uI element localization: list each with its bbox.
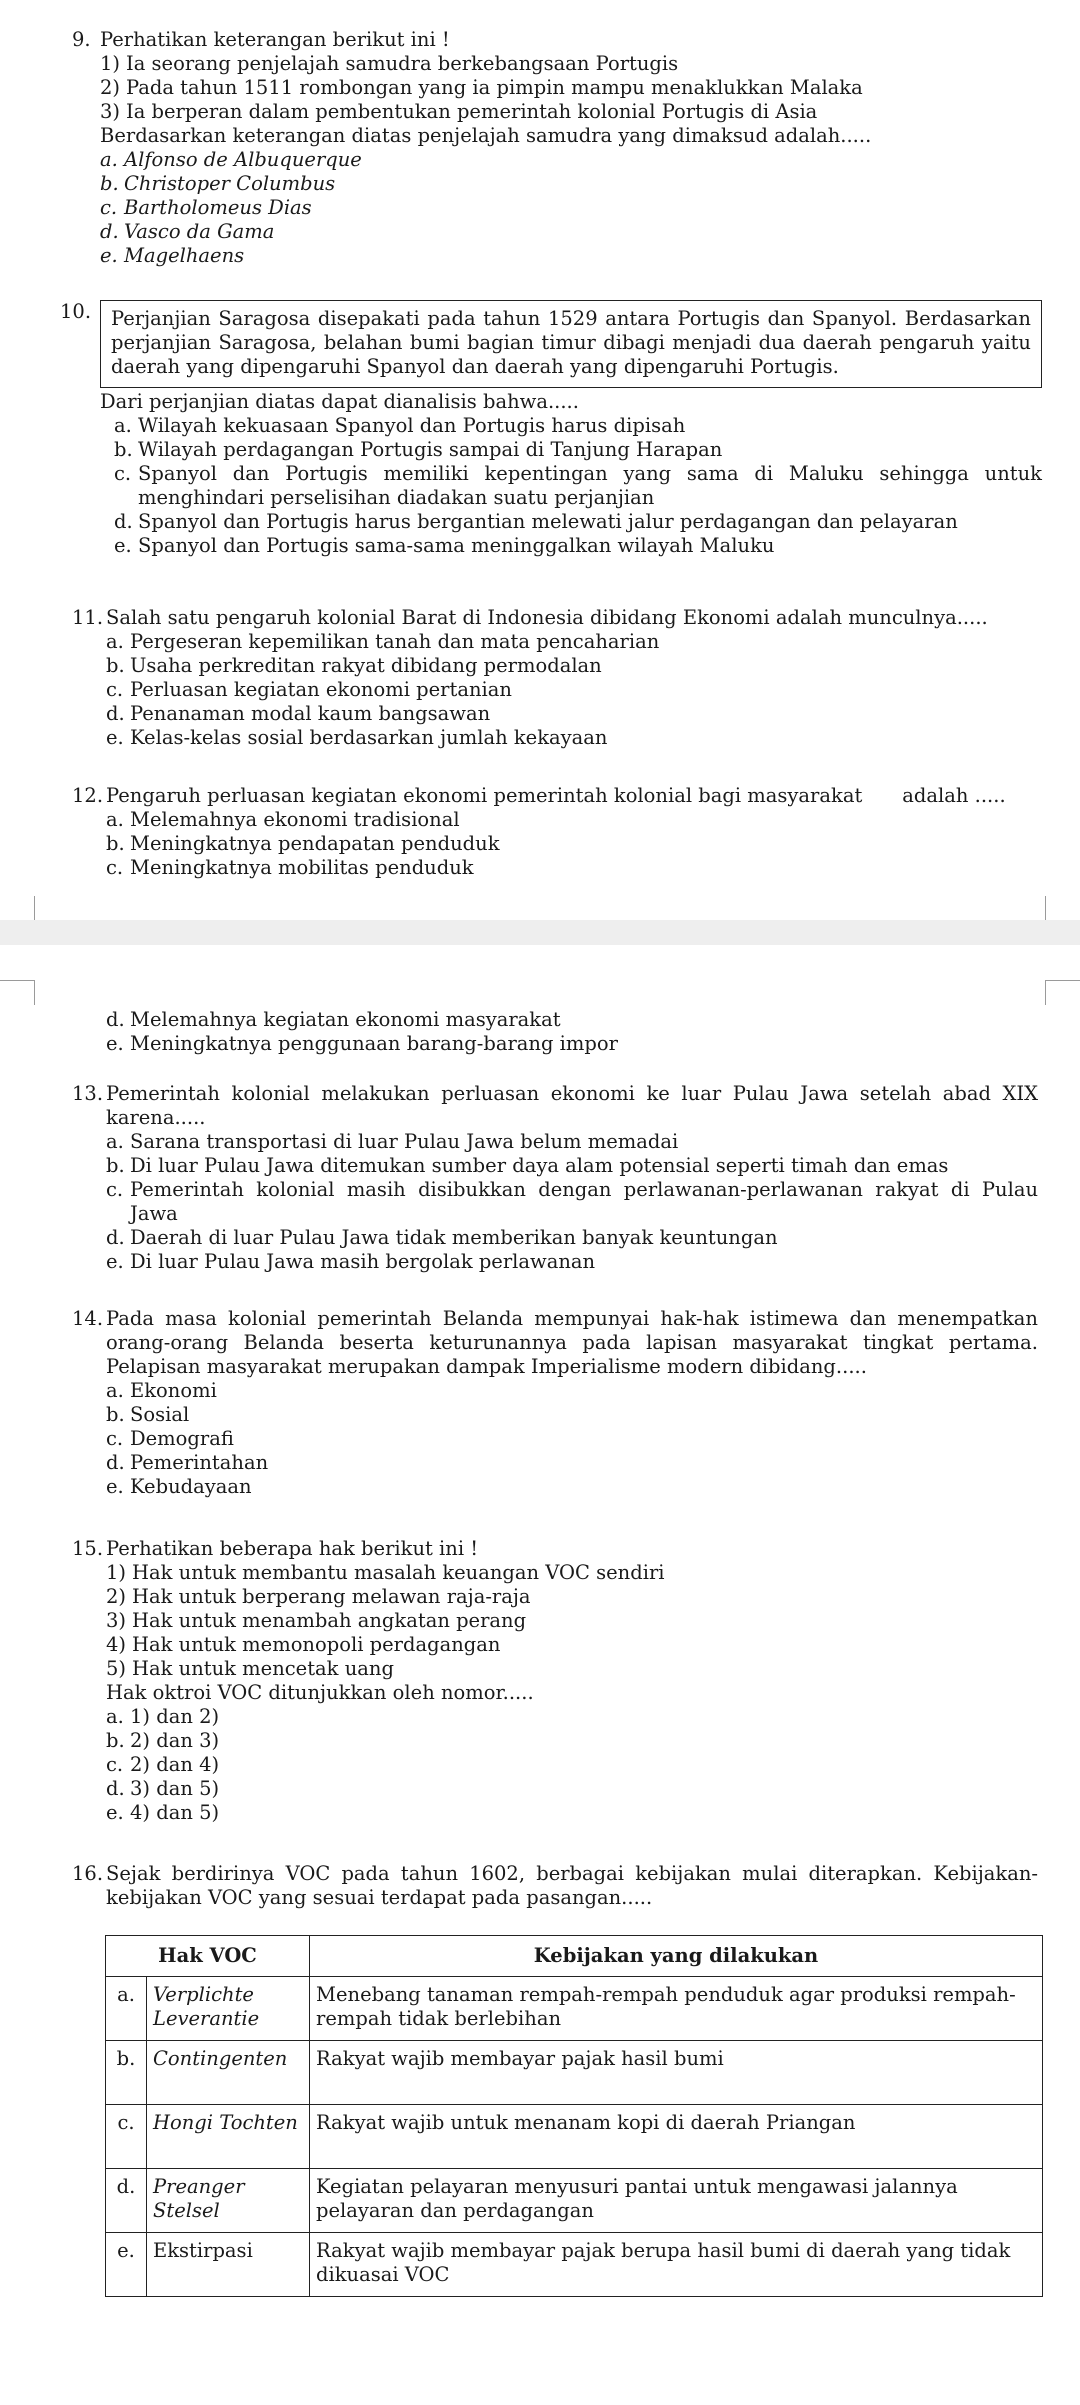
row-letter: b. — [106, 2041, 147, 2105]
statement-number: 5) — [106, 1657, 127, 1680]
table-header-row — [106, 1936, 1043, 1977]
option-c: Spanyol dan Portugis memiliki kepentingan yang sama di Maluku sehingga untuk menghindari perselisihan diadakan suatu perjanjian — [138, 462, 1042, 509]
option-b: Di luar Pulau Jawa ditemukan sumber daya alam potensial seperti timah dan emas — [130, 1154, 949, 1177]
option-e: Kelas-kelas sosial berdasarkan jumlah kekayaan — [130, 726, 608, 749]
option-letter: d. — [106, 1008, 125, 1031]
option-e: Kebudayaan — [130, 1475, 252, 1498]
question-stem: Pemerintah kolonial melakukan perluasan ekonomi ke luar Pulau Jawa setelah abad XIX karena..... — [106, 1082, 1038, 1129]
statement-text: Pada tahun 1511 rombongan yang ia pimpin mampu menaklukkan Malaka — [126, 76, 863, 99]
page-corner-mark — [0, 896, 35, 921]
question-number: 10. — [60, 300, 92, 323]
kebijakan-cell: Rakyat wajib untuk menanam kopi di daerah Priangan — [310, 2105, 1043, 2169]
option-letter: b. — [106, 1403, 125, 1426]
option-c: Demografi — [130, 1427, 234, 1450]
option-e: Magelhaens — [124, 244, 245, 267]
question-stem: Salah satu pengaruh kolonial Barat di Indonesia dibidang Ekonomi adalah munculnya..... — [106, 606, 988, 629]
option-letter: c. — [106, 856, 124, 879]
table-header-kebijakan: Kebijakan yang dilakukan — [310, 1936, 1043, 1977]
question-intro: Perhatikan beberapa hak berikut ini ! — [106, 1537, 479, 1560]
option-b: Meningkatnya pendapatan penduduk — [130, 832, 500, 855]
option-letter: e. — [106, 1801, 124, 1824]
option-d: 3) dan 5) — [130, 1777, 220, 1800]
option-letter: b. — [100, 172, 119, 195]
question-stem: Berdasarkan keterangan diatas penjelajah samudra yang dimaksud adalah..... — [100, 124, 872, 147]
row-letter: a. — [106, 1977, 147, 2041]
question-number: 13. — [72, 1082, 104, 1105]
option-b: Wilayah perdagangan Portugis sampai di Tanjung Harapan — [138, 438, 723, 461]
table-row — [106, 2105, 1043, 2169]
statement-number: 3) — [100, 100, 121, 123]
option-e: 4) dan 5) — [130, 1801, 220, 1824]
table-row — [106, 1977, 1043, 2041]
option-letter: a. — [106, 1379, 124, 1402]
statement-text: Ia seorang penjelajah samudra berkebangsaan Portugis — [126, 52, 679, 75]
question-number: 12. — [72, 784, 104, 807]
option-letter: b. — [106, 654, 125, 677]
statement-text: Hak untuk memonopoli perdagangan — [132, 1633, 501, 1656]
reading-box — [100, 300, 1042, 388]
option-letter: e. — [100, 244, 118, 267]
question-intro: Perhatikan keterangan berikut ini ! — [100, 28, 450, 51]
kebijakan-cell: Rakyat wajib membayar pajak berupa hasil bumi di daerah yang tidak dikuasai VOC — [310, 2233, 1043, 2297]
hak-cell: Preanger Stelsel — [147, 2169, 310, 2233]
table-row — [106, 2041, 1043, 2105]
hak-cell: Hongi Tochten — [147, 2105, 310, 2169]
option-letter: d. — [106, 1777, 125, 1800]
option-letter: d. — [114, 510, 133, 533]
option-e: Meningkatnya penggunaan barang-barang impor — [130, 1032, 618, 1055]
option-letter: e. — [106, 726, 124, 749]
statement-number: 2) — [100, 76, 121, 99]
option-letter: b. — [106, 1154, 125, 1177]
hak-cell: Ekstirpasi — [147, 2233, 310, 2297]
document-page-1 — [0, 0, 1080, 920]
option-letter: d. — [106, 1451, 125, 1474]
option-c: 2) dan 4) — [130, 1753, 220, 1776]
option-letter: a. — [114, 414, 132, 437]
table-row — [106, 2169, 1043, 2233]
option-letter: c. — [106, 1753, 124, 1776]
option-letter: d. — [100, 220, 119, 243]
question-12-continued — [72, 1008, 1038, 1056]
question-number: 9. — [72, 28, 91, 51]
question-number: 11. — [72, 606, 104, 629]
option-a: Melemahnya ekonomi tradisional — [130, 808, 460, 831]
option-a: Ekonomi — [130, 1379, 217, 1402]
question-number: 14. — [72, 1307, 104, 1330]
option-b: 2) dan 3) — [130, 1729, 220, 1752]
option-letter: a. — [106, 808, 124, 831]
option-letter: d. — [106, 702, 125, 725]
reading-box-text: Perjanjian Saragosa disepakati pada tahun 1529 antara Portugis dan Spanyol. Berdasarkan perjanjian Saragosa, belahan bumi bagian timur dibagi menjadi dua daerah pengaruh yaitu daerah yang dipengaruhi Spanyol dan daerah yang dipengaruhi Portugis. — [111, 307, 1031, 378]
option-letter: e. — [106, 1475, 124, 1498]
option-letter: c. — [106, 1178, 124, 1201]
option-d: Vasco da Gama — [124, 220, 275, 243]
question-stem: Pada masa kolonial pemerintah Belanda mempunyai hak-hak istimewa dan menempatkan orang-orang Belanda beserta keturunannya pada lapisan masyarakat tingkat pertama. Pelapisan masyarakat merupakan dampak Imperialisme modern dibidang..... — [106, 1307, 1038, 1378]
option-c: Bartholomeus Dias — [124, 196, 312, 219]
question-13 — [72, 1082, 1038, 1274]
question-number: 16. — [72, 1862, 104, 1885]
kebijakan-cell: Menebang tanaman rempah-rempah penduduk agar produksi rempah-rempah tidak berlebihan — [310, 1977, 1043, 2041]
option-letter: a. — [106, 1130, 124, 1153]
statement-number: 1) — [100, 52, 121, 75]
option-letter: c. — [114, 462, 132, 485]
option-letter: e. — [106, 1250, 124, 1273]
statement-text: Hak untuk membantu masalah keuangan VOC sendiri — [132, 1561, 665, 1584]
option-letter: e. — [114, 534, 132, 557]
statement-text: Ia berperan dalam pembentukan pemerintah kolonial Portugis di Asia — [126, 100, 818, 123]
option-letter: b. — [106, 832, 125, 855]
option-letter: b. — [106, 1729, 125, 1752]
option-letter: a. — [100, 148, 118, 171]
question-15 — [72, 1537, 1038, 1825]
option-letter: a. — [106, 1705, 124, 1728]
page-corner-mark — [1045, 980, 1080, 1005]
question-10 — [60, 300, 1042, 558]
question-stem-tail: adalah ..... — [902, 784, 1006, 807]
option-a: 1) dan 2) — [130, 1705, 220, 1728]
option-d: Penanaman modal kaum bangsawan — [130, 702, 491, 725]
statement-number: 2) — [106, 1585, 127, 1608]
page-separator — [0, 920, 1080, 945]
question-number: 15. — [72, 1537, 104, 1560]
table-header-hak: Hak VOC — [106, 1936, 310, 1977]
question-14 — [72, 1307, 1038, 1499]
option-d: Melemahnya kegiatan ekonomi masyarakat — [130, 1008, 561, 1031]
option-b: Sosial — [130, 1403, 190, 1426]
statement-number: 1) — [106, 1561, 127, 1584]
option-d: Pemerintahan — [130, 1451, 269, 1474]
option-b: Christoper Columbus — [124, 172, 336, 195]
statement-text: Hak untuk berperang melawan raja-raja — [132, 1585, 531, 1608]
question-12 — [72, 784, 1038, 880]
row-letter: d. — [106, 2169, 147, 2233]
page-corner-mark — [0, 980, 35, 1005]
voc-policy-table — [105, 1935, 1043, 2297]
option-c: Perluasan kegiatan ekonomi pertanian — [130, 678, 512, 701]
statement-text: Hak untuk mencetak uang — [132, 1657, 394, 1680]
option-letter: b. — [114, 438, 133, 461]
statement-number: 4) — [106, 1633, 127, 1656]
option-letter: c. — [100, 196, 118, 219]
option-letter: e. — [106, 1032, 124, 1055]
option-a: Pergeseran kepemilikan tanah dan mata pencaharian — [130, 630, 660, 653]
statement-text: Hak untuk menambah angkatan perang — [132, 1609, 527, 1632]
document-page-2 — [0, 945, 1080, 2405]
option-a: Alfonso de Albuquerque — [124, 148, 362, 171]
option-e: Di luar Pulau Jawa masih bergolak perlawanan — [130, 1250, 596, 1273]
question-16 — [72, 1862, 1038, 1910]
kebijakan-cell: Rakyat wajib membayar pajak hasil bumi — [310, 2041, 1043, 2105]
option-d: Daerah di luar Pulau Jawa tidak memberikan banyak keuntungan — [130, 1226, 778, 1249]
option-letter: d. — [106, 1226, 125, 1249]
question-stem: Pengaruh perluasan kegiatan ekonomi pemerintah kolonial bagi masyarakat — [106, 784, 863, 807]
page-corner-mark — [1045, 896, 1080, 921]
option-c: Pemerintah kolonial masih disibukkan dengan perlawanan-perlawanan rakyat di Pulau Jawa — [130, 1178, 1038, 1225]
question-stem: Dari perjanjian diatas dapat dianalisis bahwa..... — [100, 390, 579, 413]
question-stem: Sejak berdirinya VOC pada tahun 1602, berbagai kebijakan mulai diterapkan. Kebijakan-kebijakan VOC yang sesuai terdapat pada pasangan..... — [106, 1862, 1038, 1909]
option-letter: c. — [106, 678, 124, 701]
hak-cell: Verplichte Leverantie — [147, 1977, 310, 2041]
question-11 — [72, 606, 1038, 750]
hak-cell: Contingenten — [147, 2041, 310, 2105]
row-letter: e. — [106, 2233, 147, 2297]
kebijakan-cell: Kegiatan pelayaran menyusuri pantai untuk mengawasi jalannya pelayaran dan perdagangan — [310, 2169, 1043, 2233]
statement-number: 3) — [106, 1609, 127, 1632]
option-b: Usaha perkreditan rakyat dibidang permodalan — [130, 654, 602, 677]
option-letter: c. — [106, 1427, 124, 1450]
option-d: Spanyol dan Portugis harus bergantian melewati jalur perdagangan dan pelayaran — [138, 510, 958, 533]
question-stem: Hak oktroi VOC ditunjukkan oleh nomor..... — [106, 1681, 534, 1704]
table-row — [106, 2233, 1043, 2297]
question-9 — [72, 28, 1038, 268]
row-letter: c. — [106, 2105, 147, 2169]
option-a: Wilayah kekuasaan Spanyol dan Portugis harus dipisah — [138, 414, 686, 437]
option-a: Sarana transportasi di luar Pulau Jawa belum memadai — [130, 1130, 679, 1153]
option-letter: a. — [106, 630, 124, 653]
option-c: Meningkatnya mobilitas penduduk — [130, 856, 474, 879]
option-e: Spanyol dan Portugis sama-sama meninggalkan wilayah Maluku — [138, 534, 775, 557]
